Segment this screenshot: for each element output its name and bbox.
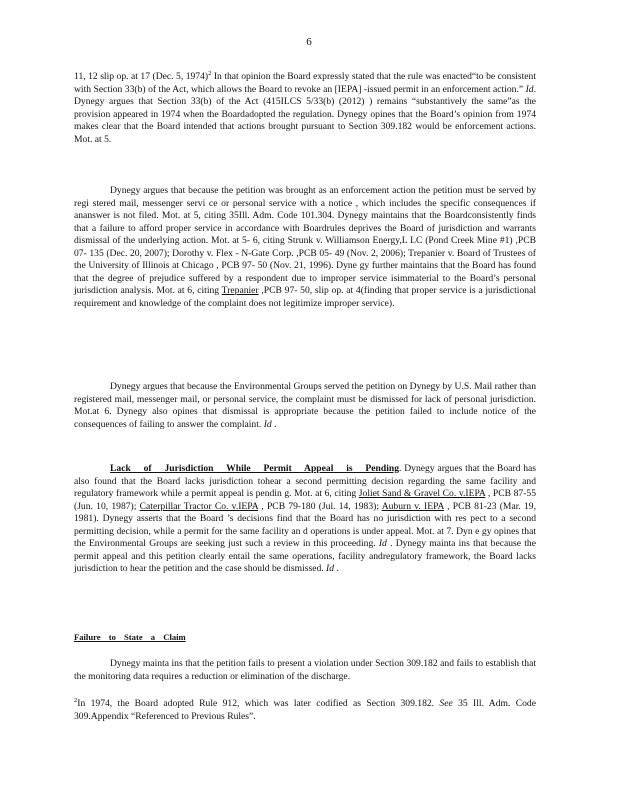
paragraph-2 (74, 185, 536, 310)
p4-id-citation-2: Id (323, 563, 335, 574)
p4-text-end: . (334, 563, 339, 574)
p4-text-b: , PCB 87-55 (Jun. 10, 1987); (74, 488, 536, 512)
footnote-2 (74, 698, 536, 723)
footnote-marker-2: 2 (74, 696, 78, 704)
p4-case-auburn: Auburn v. IEPA (381, 500, 444, 512)
p1-text-b: In that opinion the Board expressly stated that the rule was enacted“to be consistent with Section 33(b) of the Act, which allows the Board to revoke an [IEPA] -issued permit in an enforcement action.” (74, 71, 537, 95)
heading-lack-of-jurisdiction: Lack of Jurisdiction While Permit Appeal is Pending (110, 463, 400, 474)
p2-text-b: ,PCB 97- 50, slip op. at 4(finding that proper service is a jurisdictional requirement and knowledge of the complaint does not legitimize improper service). (74, 285, 536, 309)
p3-text-end: . (271, 418, 277, 430)
p3-text-a: Dynegy argues that because the Environmental Groups served the petition on Dynegy by U.S. Mail rather than registered mail, messenger mail, or personal service, the complaint must be dismissed for lack of personal jurisdiction. Mot.at 6. Dynegy also opines that dismissal is appropriate because the petition failed to include notice of the consequences of failing to answer the complaint. (74, 381, 536, 430)
p4-case-joliet: Joliet Sand & Gravel Co. v.IEPA (358, 488, 486, 499)
footnote-see-signal: See (439, 698, 453, 709)
heading-failure-to-state-claim: Failure to State a Claim (74, 632, 186, 642)
footnote-text-b: 35 Ill. Adm. Code 309.Appendix “Referenced to Previous Rules”. (74, 698, 536, 722)
footnote-ref-2: 2 (208, 69, 212, 77)
p1-id-citation: Id (523, 83, 534, 95)
p2-text-a: Dynegy argues that because the petition was brought as an enforcement action the petition must be served by regi stered mail, messenger servi ce or personal service with a notice , which includes the specific consequences if ananswer is not filed. Mot. at 5, citing 35Ill. Adm. Code 101.304. Dynegy maintains that the Boardconsistently finds that a failure to afford proper service in accordance with Boardrules deprives the Board of jurisdiction and warrants dismissal of the underlying action. Mot. at 5- 6, citing Strunk v. Williamson Energy,L LC (Pond Creek Mine #1) ,PCB 07- 135 (Dec. 20, 2007); Dorothy v. Flex - N-Gate Corp. ,PCB 05- 49 (Nov. 2, 2006); Trepanier v. Board of Trustees of the University of Illinois at Chicago , PCB 97- 50 (Nov. 21, 1996). Dyne gy further maintains that the Board has found that the degree of prejudice suffered by a respondent due to improper service isimmaterial to the Board’s personal jurisdiction analysis. Mot. at 6, citing (74, 185, 536, 296)
p4-text-e: . Dynegy mainta ins that because the permit appeal and this petition clearly entail the same operations, facility andregulatory framework, the Board lacks jurisdiction to hear the petition and the case should be dismissed. (74, 538, 536, 574)
p4-text-a: . Dynegy argues that the Board has also found that the Board lacks jurisdiction tohear a second permitting decision regarding the same facility and regulatory framework while a permit appeal is pendin g. Mot. at 6, citing (74, 463, 536, 499)
p2-case-trepanier: Trepanier (221, 285, 259, 296)
p4-text-c: , PCB 79-180 (Jul. 14, 1983); (258, 500, 382, 512)
p4-case-caterpillar: Caterpillar Tractor Co. v.IEPA (139, 500, 259, 512)
paragraph-4 (74, 463, 536, 576)
p3-id-citation: Id (261, 418, 272, 430)
paragraph-5: Dynegy mainta ins that the petition fails to present a violation under Section 309.182 and fails to establish that the monitoring data requires a reduction or elimination of the discharge. (74, 658, 536, 682)
page-number: 6 (306, 36, 312, 48)
paragraph-1 (74, 71, 536, 146)
p4-id-citation-1: Id (375, 538, 387, 549)
paragraph-3 (74, 381, 536, 431)
p1-text-a: 11, 12 slip op. at 17 (Dec. 5, 1974) (74, 71, 209, 82)
p1-text-c: . Dynegy argues that Section 33(b) of the Act (415ILCS 5/33(b) (2012) ) remains “substantively the same”as the provision appeared in 1974 when the Boardadopted the regulation. Dynegy opines that the Board’s opinion from 1974 makes clear that the Board intended that actions brought pursuant to Section 309.182 would be enforcement actions. Mot. at 5. (74, 83, 537, 145)
footnote-text-a: In 1974, the Board adopted Rule 912, which was later codified as Section 309.182. (77, 698, 440, 709)
p4-text-d: , PCB 81-23 (Mar. 19, 1981). Dynegy asserts that the Board ’s decisions find that the Board has no jurisdiction with res pect to a second permitting decision, while a permit for the same facility an d operations is under appeal. Mot. at 7. Dyn e gy opines that the Environmental Groups are seeking just such a review in this proceeding. (74, 500, 537, 549)
